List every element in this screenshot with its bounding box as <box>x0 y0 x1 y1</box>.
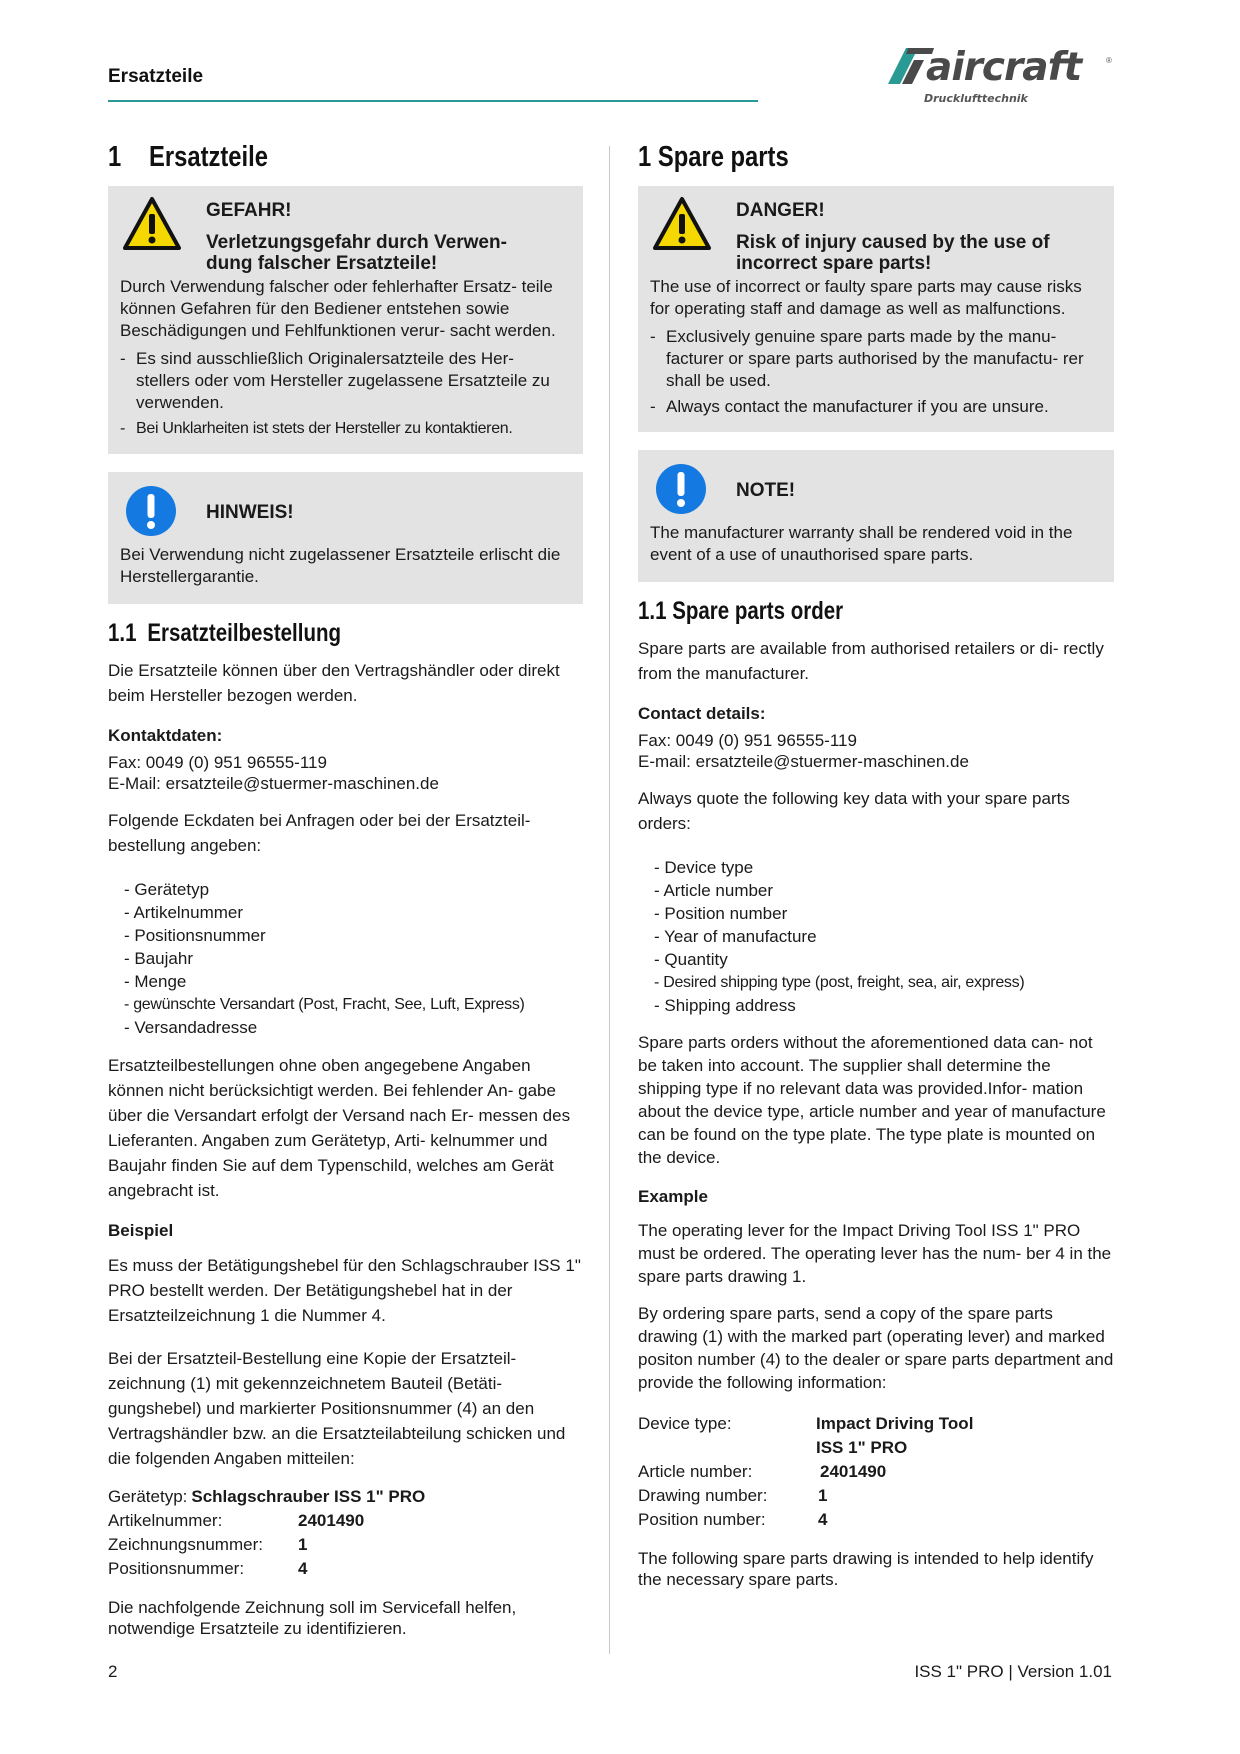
list-item: - Versandadresse <box>124 1016 583 1039</box>
copy-paragraph: Bei der Ersatzteil-Bestellung eine Kopie der Ersatzteil- zeichnung (1) mit gekennzeichnetem Bauteil (Betäti- gungshebel) und markierter Positionsnummer (4) an den Vertragshändler bzw. an die Ersatzteilabteilung schicken und die folgenden Angaben mitteilen: <box>108 1349 566 1468</box>
email-address: E-Mail: ersatzteile@stuermer-maschinen.de <box>108 774 439 793</box>
section-heading: 1 Spare parts <box>638 141 789 173</box>
intro-paragraph: Spare parts are available from authorised retailers or di- rectly from the manufacturer. <box>638 639 1104 683</box>
key-data-list <box>654 856 1114 1017</box>
drawing-number-row <box>638 1484 1114 1508</box>
danger-list <box>120 348 571 440</box>
danger-list <box>650 326 1102 418</box>
contact-block <box>108 752 583 794</box>
exclamation-circle-icon <box>654 462 708 516</box>
position-number-key: Position number: <box>638 1510 766 1529</box>
device-type-key: Device type: <box>638 1414 732 1433</box>
list-item: - Artikelnummer <box>124 901 583 924</box>
section-heading <box>108 140 498 174</box>
drawing-number-row <box>108 1533 583 1557</box>
list-item: - Gerätetyp <box>124 878 583 901</box>
aircraft-logo <box>884 44 1114 110</box>
german-column <box>108 140 583 1653</box>
danger-subtitle <box>206 232 571 274</box>
position-number-value: 4 <box>298 1559 308 1578</box>
note-box-head <box>120 480 571 540</box>
device-type-value-line: Impact Driving Tool <box>816 1414 974 1433</box>
order-details <box>108 1485 583 1581</box>
drawing-number-value: 1 <box>298 1535 308 1554</box>
page-number: 2 <box>108 1662 118 1681</box>
list-item: - Desired shipping type (post, freight, sea, air, express) <box>654 971 1114 994</box>
article-number-row <box>638 1460 1114 1484</box>
key-data-intro: Folgende Eckdaten bei Anfragen oder bei der Ersatzteil- bestellung angeben: <box>108 811 531 855</box>
column-divider <box>609 146 610 1654</box>
position-number-row <box>638 1508 1114 1532</box>
subsection-title: Ersatzteilbestellung <box>147 619 342 647</box>
key-data-list <box>124 878 583 1039</box>
closing-paragraph: The following spare parts drawing is intended to help identify the necessary spare parts. <box>638 1549 1094 1589</box>
section-title: Ersatzteile <box>149 141 268 173</box>
danger-box <box>108 186 583 454</box>
closing-paragraph: Die nachfolgende Zeichnung soll im Servicefall helfen, notwendige Ersatzteile zu identifizieren. <box>108 1598 517 1638</box>
copy-paragraph: By ordering spare parts, send a copy of the spare parts drawing (1) with the marked part (operating lever) and marked positon number (4) to the dealer or spare parts department and provide the following information: <box>638 1304 1114 1392</box>
danger-list-item: - Es sind ausschließlich Originalersatzteile des Her- stellers oder vom Hersteller zugelassene Ersatzteile zu verwenden. <box>120 348 571 414</box>
article-number-value: 2401490 <box>298 1511 365 1530</box>
list-item: - Year of manufacture <box>654 925 1114 948</box>
danger-list-item: - Always contact the manufacturer if you are unsure. <box>650 396 1102 418</box>
position-number-row <box>108 1557 583 1581</box>
danger-title: GEFAHR! <box>206 200 292 221</box>
logo-wordmark: aircraft <box>926 45 1082 90</box>
danger-box-head <box>650 194 1102 274</box>
fax-number: Fax: 0049 (0) 951 96555-119 <box>108 753 327 772</box>
logo-subtitle: Drucklufttechnik <box>924 92 1028 105</box>
device-type-value: Schlagschrauber ISS 1" PRO <box>191 1487 426 1506</box>
example-label: Beispiel <box>108 1221 174 1240</box>
note-text: The manufacturer warranty shall be rendered void in the event of a use of unauthorised spare parts. <box>650 523 1073 564</box>
note-box <box>638 450 1114 582</box>
example-paragraph: The operating lever for the Impact Driving Tool ISS 1" PRO must be ordered. The operating lever has the num- ber 4 in the spare parts drawing 1. <box>638 1221 1112 1286</box>
subsection-heading <box>108 618 498 648</box>
position-number-key: Positionsnummer: <box>108 1559 245 1578</box>
list-item: - Article number <box>654 879 1114 902</box>
intro-paragraph: Die Ersatzteile können über den Vertragshändler oder direkt beim Hersteller bezogen werden. <box>108 661 560 705</box>
fax-number: Fax: 0049 (0) 951 96555-119 <box>638 731 857 750</box>
orders-paragraph: Spare parts orders without the aforementioned data can- not be taken into account. The supplier shall determine the shipping type if no relevant data was provided.Infor- mation about the device type, article number and year of manufacture can be found on the type plate. The type plate is mounted on the device. <box>638 1033 1106 1167</box>
key-data-intro: Always quote the following key data with your spare parts orders: <box>638 789 1070 833</box>
danger-box-head <box>120 194 571 274</box>
danger-subtitle-line: dung falscher Ersatzteile! <box>206 253 438 274</box>
list-item: - gewünschte Versandart (Post, Fracht, See, Luft, Express) <box>124 993 583 1016</box>
order-details <box>638 1412 1114 1532</box>
running-header-title: Ersatzteile <box>108 66 204 87</box>
danger-list-item: - Exclusively genuine spare parts made by the manu- facturer or spare parts authorised by the manufactu- rer shall be used. <box>650 326 1102 392</box>
danger-list-item: - Bei Unklarheiten ist stets der Hersteller zu kontaktieren. <box>120 418 571 440</box>
article-number-value: 2401490 <box>820 1462 887 1481</box>
list-item: - Positionsnummer <box>124 924 583 947</box>
list-item: - Menge <box>124 970 583 993</box>
device-type-value <box>816 1412 973 1460</box>
english-column <box>638 140 1114 1604</box>
list-item: - Quantity <box>654 948 1114 971</box>
orders-paragraph: Ersatzteilbestellungen ohne oben angegebene Angaben können nicht berücksichtigt werden. Bei fehlender An- gabe über die Versandart erfolgt der Versand nach Er- messen des Lieferanten. Angaben zum Gerätetyp, Arti- kelnummer und Baujahr finden Sie auf dem Typenschild, welches am Gerät angebracht ist. <box>108 1056 571 1200</box>
note-title: NOTE! <box>736 480 796 501</box>
device-type-key: Gerätetyp: <box>108 1487 188 1506</box>
drawing-number-key: Drawing number: <box>638 1486 768 1505</box>
danger-subtitle-line: incorrect spare parts! <box>736 253 932 274</box>
subsection-number: 1.1 <box>108 619 137 647</box>
warning-triangle-icon <box>652 196 712 252</box>
danger-subtitle <box>736 232 1102 274</box>
danger-subtitle-line: Verletzungsgefahr durch Verwen- <box>206 232 507 253</box>
email-address: E-mail: ersatzteile@stuermer-maschinen.de <box>638 752 969 771</box>
contact-block <box>638 730 1114 772</box>
example-label: Example <box>638 1187 708 1206</box>
note-title: HINWEIS! <box>206 502 294 523</box>
device-type-row <box>638 1412 1114 1460</box>
drawing-number-key: Zeichnungsnummer: <box>108 1535 263 1554</box>
position-number-value: 4 <box>818 1510 828 1529</box>
example-paragraph: Es muss der Betätigungshebel für den Schlagschrauber ISS 1" PRO bestellt werden. Der Betätigungshebel hat in der Ersatzteilzeichnung 1 die Nummer 4. <box>108 1256 581 1325</box>
note-text: Bei Verwendung nicht zugelassener Ersatzteile erlischt die Herstellergarantie. <box>120 545 561 586</box>
danger-title: DANGER! <box>736 200 825 221</box>
drawing-number-value: 1 <box>818 1486 828 1505</box>
contact-label: Kontaktdaten: <box>108 726 223 745</box>
article-number-key: Artikelnummer: <box>108 1511 223 1530</box>
danger-box <box>638 186 1114 432</box>
section-number: 1 <box>108 141 122 173</box>
article-number-key: Article number: <box>638 1462 753 1481</box>
danger-subtitle-line: Risk of injury caused by the use of <box>736 232 1050 253</box>
logo-registered-mark: ® <box>1106 56 1112 65</box>
contact-label: Contact details: <box>638 704 766 723</box>
list-item: - Baujahr <box>124 947 583 970</box>
device-type-value-line: ISS 1" PRO <box>816 1438 908 1457</box>
exclamation-circle-icon <box>124 484 178 538</box>
danger-text: Durch Verwendung falscher oder fehlerhafter Ersatz- teile können Gefahren für den Bediener entstehen sowie Beschädigungen und Fehlfunktionen verur- sacht werden. <box>120 277 556 340</box>
list-item: - Position number <box>654 902 1114 925</box>
note-box <box>108 472 583 604</box>
note-box-head <box>650 458 1102 518</box>
page-header <box>108 66 758 88</box>
version-label: ISS 1" PRO | Version 1.01 <box>914 1662 1112 1681</box>
subsection-heading: 1.1 Spare parts order <box>638 597 844 625</box>
header-rule <box>108 100 758 102</box>
article-number-row <box>108 1509 583 1533</box>
list-item: - Device type <box>654 856 1114 879</box>
warning-triangle-icon <box>122 196 182 252</box>
danger-text: The use of incorrect or faulty spare parts may cause risks for operating staff and damage as well as malfunctions. <box>650 277 1082 318</box>
list-item: - Shipping address <box>654 994 1114 1017</box>
device-type-row <box>108 1485 583 1509</box>
